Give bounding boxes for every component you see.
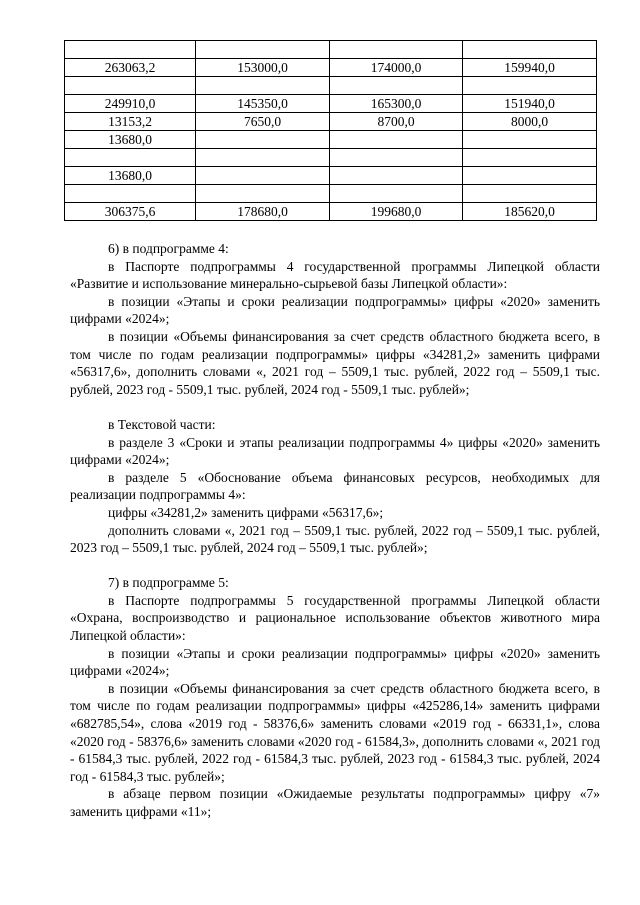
table-cell: 153000,0 <box>196 59 330 77</box>
table-row <box>65 77 597 95</box>
table-cell <box>330 167 463 185</box>
table-cell <box>196 131 330 149</box>
table-cell <box>463 131 597 149</box>
table-cell <box>196 77 330 95</box>
table-cell: 249910,0 <box>65 95 196 113</box>
table-cell <box>463 185 597 203</box>
table-cell <box>196 41 330 59</box>
table-row <box>65 113 597 131</box>
table-cell <box>65 185 196 203</box>
table-cell <box>65 77 196 95</box>
paragraph: в позиции «Объемы финансирования за счет средств областного бюджета всего, в том числе по годам реализации подпрограммы» цифры «425286,14» заменить цифрами «682785,54», слова «2019 год - 58376,6» заменить словами «2019 год - 66331,1», слова «2020 год - 58376,6» заменить словами «2020 год - 61584,3», дополнить словами «, 2021 год - 61584,3 тыс. рублей, 2022 год - 61584,3 тыс. рублей, 2023 год - 61584,3 тыс. рублей, 2024 год - 61584,3 тыс. рублей»; <box>70 680 600 784</box>
paragraph: в позиции «Этапы и сроки реализации подпрограммы» цифры «2020» заменить цифрами «2024»; <box>70 645 600 679</box>
paragraph: цифры «34281,2» заменить цифрами «56317,6»; <box>108 504 384 520</box>
paragraph: дополнить словами «, 2021 год – 5509,1 тыс. рублей, 2022 год – 5509,1 тыс. рублей, 2023 год – 5509,1 тыс. рублей, 2024 год – 5509,1 тыс. рублей»; <box>70 522 600 556</box>
table-cell: 174000,0 <box>330 59 463 77</box>
table-cell <box>196 167 330 185</box>
table-cell: 13680,0 <box>65 131 196 149</box>
table-cell: 13153,2 <box>65 113 196 131</box>
paragraph: 7) в подпрограмме 5: <box>108 575 229 591</box>
paragraph: в абзаце первом позиции «Ожидаемые результаты подпрограммы» цифру «7» заменить цифрами «11»; <box>70 786 600 819</box>
table-cell: 178680,0 <box>196 203 330 221</box>
paragraph: в Паспорте подпрограммы 4 государственной программы Липецкой области «Развитие и использование минерально-сырьевой базы Липецкой области»: <box>70 258 600 292</box>
table-cell: 306375,6 <box>65 203 196 221</box>
table-cell: 165300,0 <box>330 95 463 113</box>
table-row <box>65 167 597 185</box>
table-cell <box>330 41 463 59</box>
table-cell <box>196 149 330 167</box>
table-row <box>65 41 597 59</box>
table-cell: 8000,0 <box>463 113 597 131</box>
paragraph: в позиции «Этапы и сроки реализации подпрограммы» цифры «2020» заменить цифрами «2024»; <box>70 293 600 327</box>
table-cell <box>463 167 597 185</box>
table-cell <box>330 185 463 203</box>
table-cell <box>330 131 463 149</box>
table-cell: 263063,2 <box>65 59 196 77</box>
table-cell <box>196 185 330 203</box>
paragraph: в Паспорте подпрограммы 5 государственной программы Липецкой области «Охрана, воспроизводство и рациональное использование объектов животного мира Липецкой области»: <box>70 592 600 644</box>
table-cell: 185620,0 <box>463 203 597 221</box>
table-row <box>65 203 597 221</box>
table-cell <box>330 149 463 167</box>
table-cell <box>330 77 463 95</box>
document-body <box>70 240 600 821</box>
table-row <box>65 185 597 203</box>
financing-table <box>64 40 597 221</box>
paragraph-spacer <box>70 557 600 575</box>
table-cell <box>463 149 597 167</box>
table-row <box>65 131 597 149</box>
table-row <box>65 149 597 167</box>
table-cell: 151940,0 <box>463 95 597 113</box>
table-cell <box>463 41 597 59</box>
table-row <box>65 59 597 77</box>
table-cell <box>65 41 196 59</box>
paragraph: в разделе 3 «Сроки и этапы реализации подпрограммы 4» цифры «2020» заменить цифрами «2024»; <box>70 434 600 468</box>
table-cell: 159940,0 <box>463 59 597 77</box>
table-cell <box>463 77 597 95</box>
table-cell: 145350,0 <box>196 95 330 113</box>
table-cell: 8700,0 <box>330 113 463 131</box>
table-cell: 7650,0 <box>196 113 330 131</box>
table-cell: 13680,0 <box>65 167 196 185</box>
paragraph: 6) в подпрограмме 4: <box>108 241 229 256</box>
paragraph-spacer <box>70 398 600 416</box>
paragraph: в разделе 5 «Обоснование объема финансовых ресурсов, необходимых для реализации подпрограммы 4»: <box>70 469 600 503</box>
table-cell <box>65 149 196 167</box>
paragraph: в Текстовой части: <box>108 416 216 432</box>
table-cell: 199680,0 <box>330 203 463 221</box>
paragraph: в позиции «Объемы финансирования за счет средств областного бюджета всего, в том числе по годам реализации подпрограммы» цифры «34281,2» заменить цифрами «56317,6», дополнить словами «, 2021 год – 5509,1 тыс. рублей, 2022 год – 5509,1 тыс. рублей, 2023 год - 5509,1 тыс. рублей, 2024 год - 5509,1 тыс. рублей»; <box>70 328 600 397</box>
table-row <box>65 95 597 113</box>
